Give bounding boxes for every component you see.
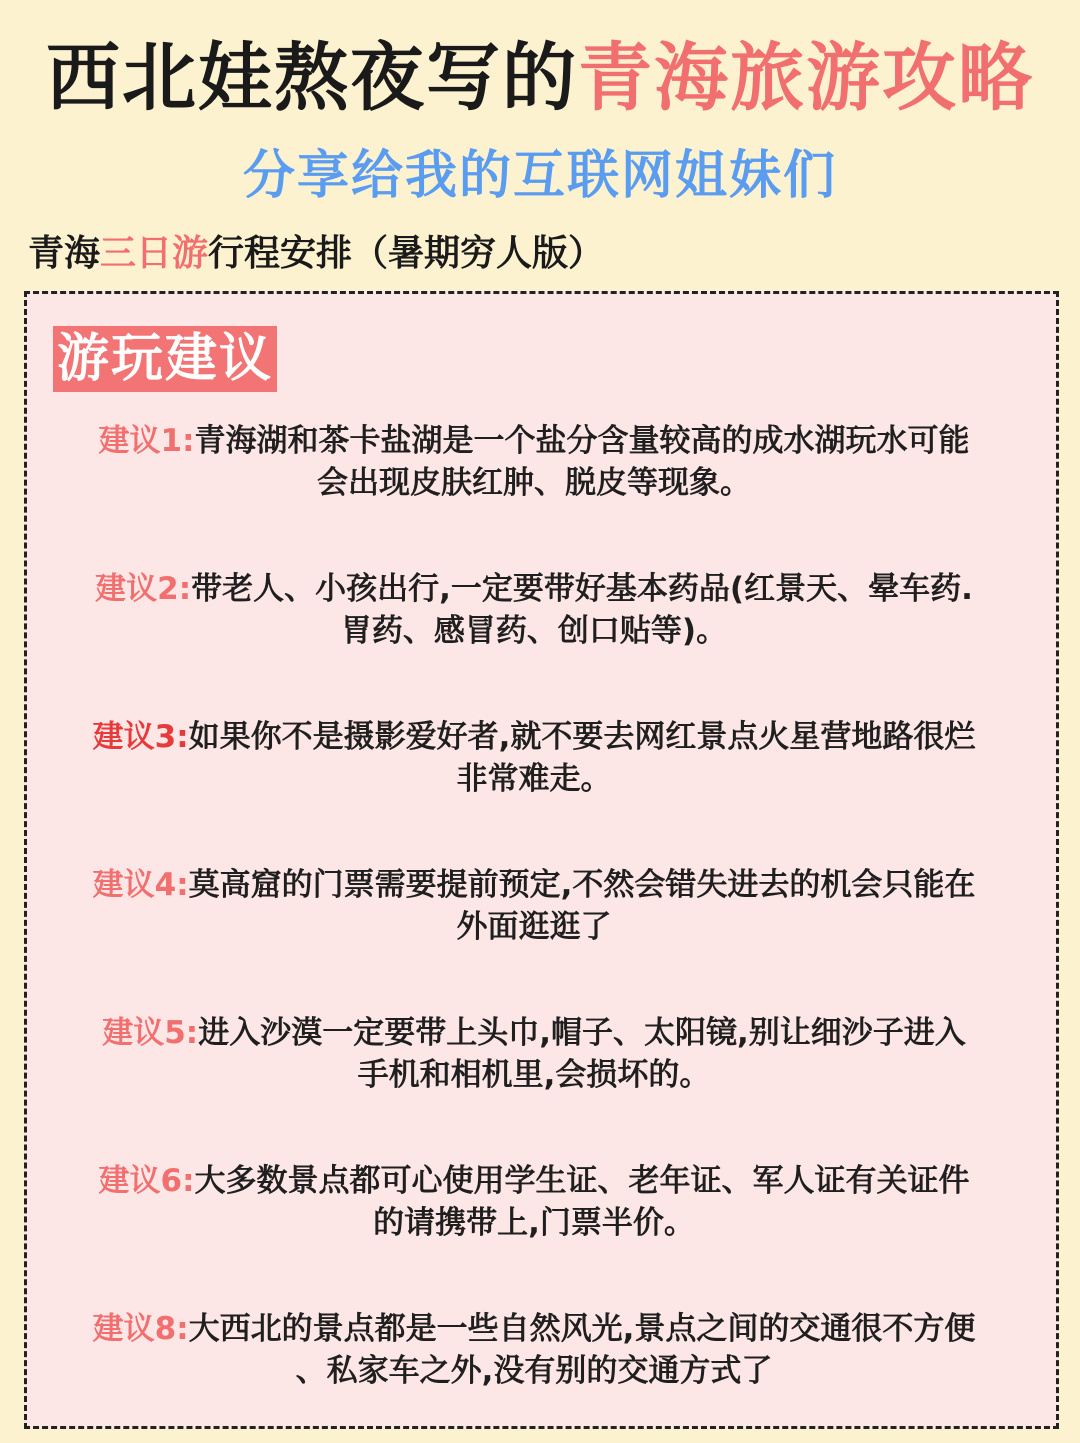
title-main: 西北娃熬夜写的 — [46, 35, 578, 121]
tip-label: 建议5: — [102, 1015, 199, 1051]
tip-text: 青海湖和茶卡盐湖是一个盐分含量较高的成水湖玩水可能 — [194, 423, 970, 459]
tip-label: 建议1: — [98, 423, 195, 459]
tips-card — [24, 291, 1059, 1429]
tip-text: 进入沙漠一定要带上头巾,帽子、太阳镜,别让细沙子进入 — [198, 1015, 966, 1051]
tip-line-2: 手机和相机里,会损坏的。 — [357, 1057, 711, 1093]
page-subtitle: 分享给我的互联网姐妹们 — [242, 146, 837, 206]
tip-item — [49, 420, 1019, 504]
tip-line-2: 的请携带上,门票半价。 — [373, 1205, 695, 1241]
tip-item — [49, 1160, 1019, 1244]
page-title — [0, 30, 1080, 126]
tip-text: 大多数景点都可心使用学生证、老年证、军人证有关证件 — [194, 1163, 970, 1199]
tip-line-1 — [49, 716, 1019, 758]
tip-line-1 — [49, 1012, 1019, 1054]
tip-line-1 — [49, 420, 1019, 462]
tip-item — [49, 1012, 1019, 1096]
tip-item — [49, 864, 1019, 948]
tip-label: 建议8: — [92, 1311, 189, 1347]
tips-badge: 游玩建议 — [53, 326, 277, 392]
itinerary-accent: 三日游 — [100, 233, 209, 274]
tip-line-2: 、私家车之外,没有别的交通方式了 — [295, 1353, 773, 1389]
tip-line-1 — [49, 1308, 1019, 1350]
tip-text: 大西北的景点都是一些自然风光,景点之间的交通很不方便 — [188, 1311, 976, 1347]
itinerary-pre: 青海 — [28, 233, 101, 274]
itinerary-heading — [28, 226, 604, 282]
title-accent: 青海旅游攻略 — [578, 35, 1034, 121]
tip-text: 带老人、小孩出行,一定要带好基本药品(红景天、晕车药. — [191, 571, 973, 607]
tip-item — [49, 716, 1019, 800]
tip-label: 建议3: — [92, 719, 189, 755]
tip-item — [49, 1308, 1019, 1392]
itinerary-post: 行程安排（暑期穷人版） — [208, 233, 605, 274]
tip-line-2: 外面逛逛了 — [456, 909, 612, 945]
tip-text: 莫高窟的门票需要提前预定,不然会错失进去的机会只能在 — [188, 867, 976, 903]
tip-line-1 — [49, 568, 1019, 610]
tip-text: 如果你不是摄影爱好者,就不要去网红景点火星营地路很烂 — [188, 719, 976, 755]
tip-item — [49, 568, 1019, 652]
tip-line-2: 非常难走。 — [456, 761, 612, 797]
tip-line-1 — [49, 1160, 1019, 1202]
tip-label: 建议2: — [95, 571, 192, 607]
tip-line-2: 胃药、感冒药、创口贴等)。 — [340, 613, 728, 649]
tip-line-2: 会出现皮肤红肿、脱皮等现象。 — [317, 465, 751, 501]
tip-label: 建议4: — [92, 867, 189, 903]
tip-line-1 — [49, 864, 1019, 906]
tip-label: 建议6: — [98, 1163, 195, 1199]
